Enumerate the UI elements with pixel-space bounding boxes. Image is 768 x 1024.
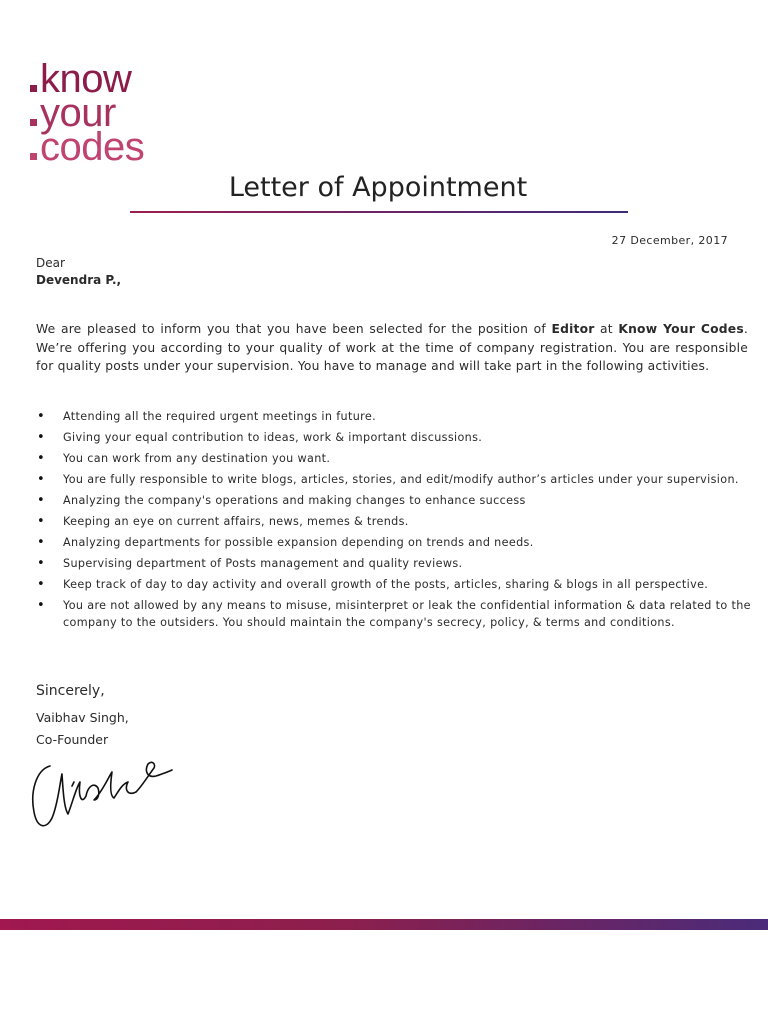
- intro-paragraph: [36, 320, 748, 376]
- logo-word-your: your: [40, 91, 116, 135]
- activity-item: • Analyzing the company's operations and making changes to enhance success: [36, 492, 756, 509]
- intro-text: at: [594, 322, 619, 336]
- letter-title: Letter of Appointment: [228, 172, 528, 203]
- intro-text: . We’re offering you according to your quality of work at the time of company registration. You are responsible for quality posts under your supervision. You have to manage and will take part in the following activities.: [36, 322, 748, 373]
- logo-dot: [30, 153, 37, 160]
- position-name: Editor: [551, 322, 595, 336]
- logo-word-codes: codes: [40, 125, 145, 169]
- letter-date: 27 December, 2017: [611, 234, 728, 247]
- closing-phrase: Sincerely,: [36, 683, 105, 699]
- activity-item: • Keeping an eye on current affairs, news, memes & trends.: [36, 513, 756, 530]
- activity-item: • Analyzing departments for possible expansion depending on trends and needs.: [36, 534, 756, 551]
- activity-item: • You are not allowed by any means to misuse, misinterpret or leak the confidential information & data related to the company to the outsiders. You should maintain the company's secrecy, policy, & terms and conditions.: [36, 597, 756, 631]
- salutation-block: [36, 255, 121, 289]
- activity-item: • You can work from any destination you want.: [36, 450, 756, 467]
- title-underline: [130, 211, 628, 213]
- logo-dot: [30, 119, 37, 126]
- logo-word-know: know: [40, 57, 132, 101]
- signer-title: Co-Founder: [36, 732, 109, 747]
- footer-color-bar: [0, 919, 768, 930]
- logo-dot: [30, 85, 37, 92]
- recipient-name: Devendra P.,: [36, 273, 122, 287]
- activity-item: • Keep track of day to day activity and overall growth of the posts, articles, sharing & blogs in all perspective.: [36, 576, 756, 593]
- activities-list: [36, 408, 756, 635]
- activity-item: • Attending all the required urgent meetings in future.: [36, 408, 756, 425]
- salutation: Dear: [36, 256, 65, 270]
- intro-text: We are pleased to inform you that you have been selected for the position of: [36, 322, 552, 336]
- activity-item: • You are fully responsible to write blogs, articles, stories, and edit/modify author’s articles under your supervision.: [36, 471, 756, 488]
- activity-item: • Supervising department of Posts management and quality reviews.: [36, 555, 756, 572]
- activity-item: • Giving your equal contribution to ideas, work & important discussions.: [36, 429, 756, 446]
- signer-name: Vaibhav Singh,: [36, 710, 129, 725]
- company-name: Know Your Codes: [618, 322, 744, 336]
- closing-block: [36, 680, 129, 751]
- company-logo: [30, 57, 145, 169]
- handwritten-signature: [28, 752, 178, 832]
